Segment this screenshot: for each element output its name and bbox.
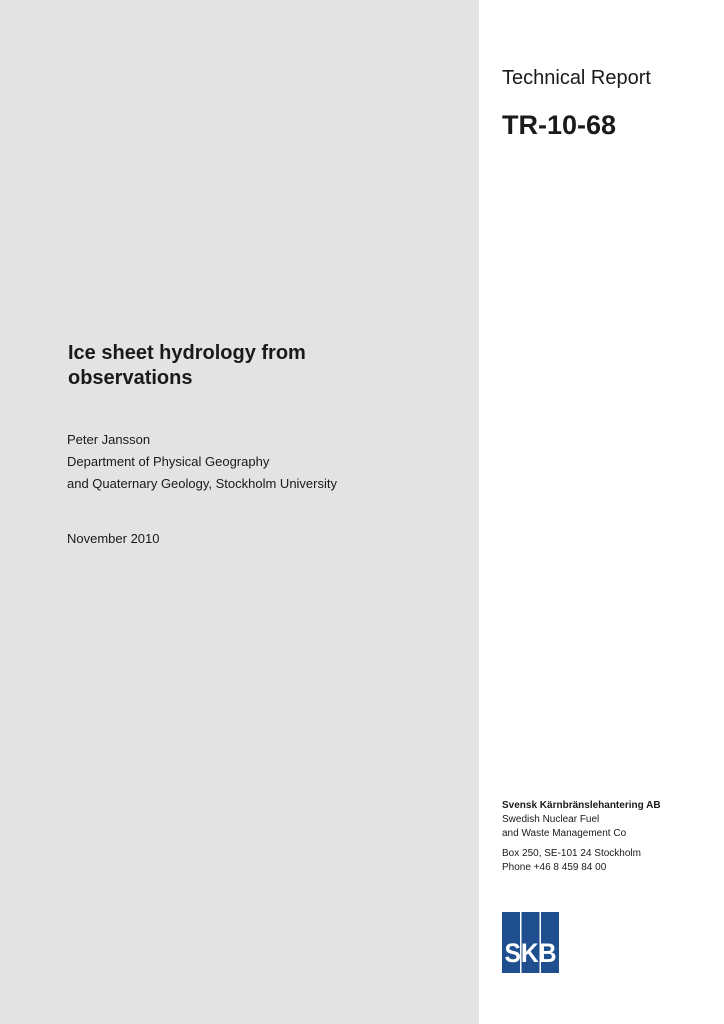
publisher-english-line-2: and Waste Management Co [502,828,627,839]
publisher-phone: Phone +46 8 459 84 00 [502,862,607,873]
report-number: TR-10-68 [502,110,617,140]
publisher-name: Svensk Kärnbränslehantering AB [502,800,661,811]
document-title-line-1: Ice sheet hydrology from [68,342,306,364]
report-series-label: Technical Report [502,67,651,89]
author-affiliation-line-1: Department of Physical Geography [67,454,270,469]
publisher-block [502,799,661,875]
publication-date: November 2010 [67,531,160,546]
document-title-line-2: observations [68,367,193,389]
author-block [67,429,337,495]
publisher-address: Box 250, SE-101 24 Stockholm [502,848,641,859]
author-name: Peter Jansson [67,432,151,447]
author-affiliation-line-2: and Quaternary Geology, Stockholm University [67,476,337,491]
publisher-english-line-1: Swedish Nuclear Fuel [502,814,600,825]
document-title [68,341,388,391]
logo-text: SKB [504,938,557,968]
skb-logo-icon [502,912,559,973]
